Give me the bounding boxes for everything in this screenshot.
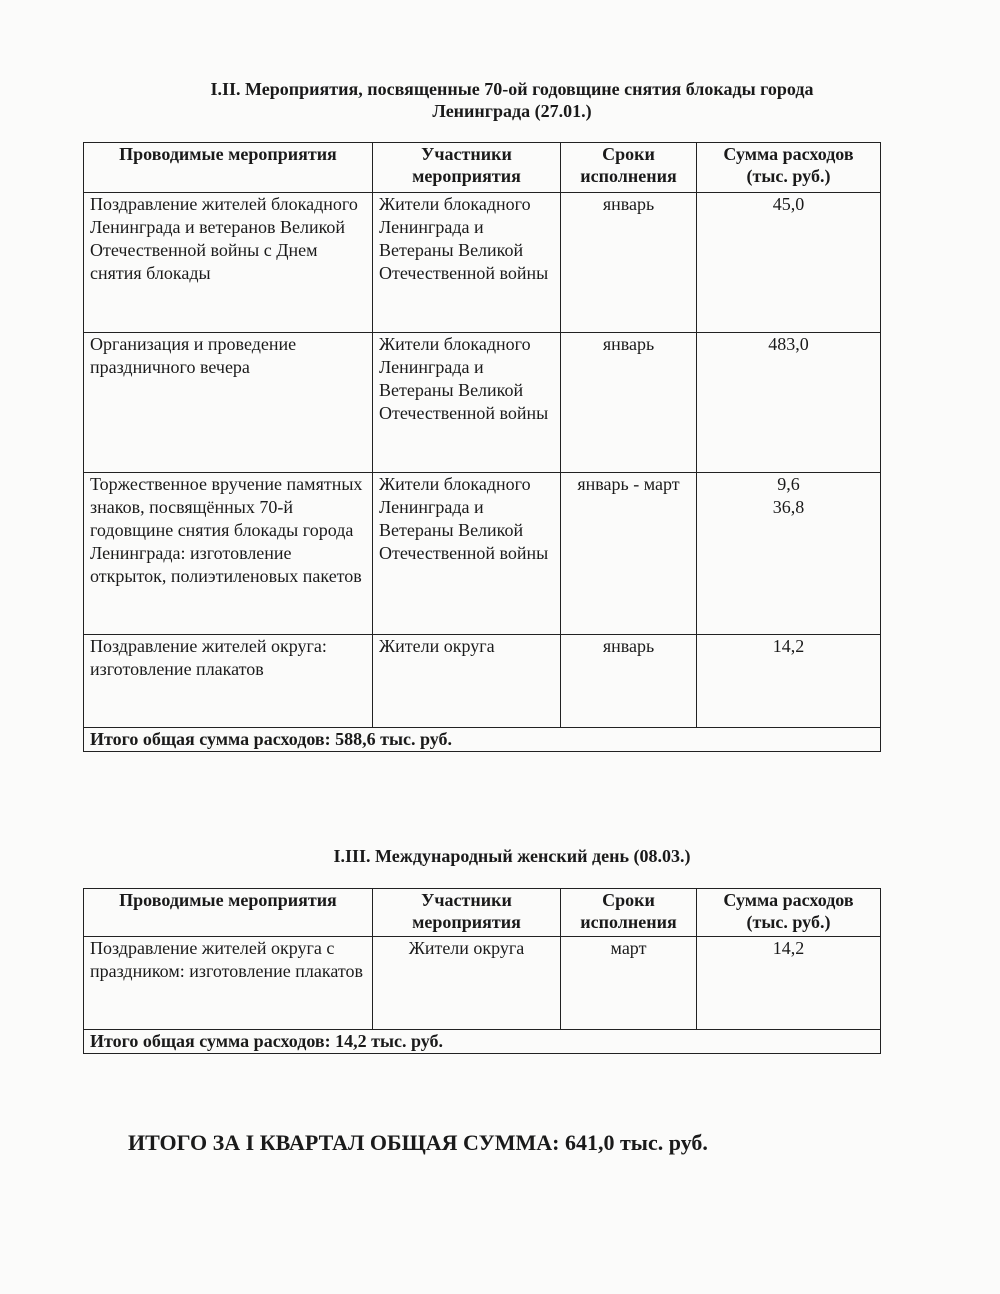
table-row xyxy=(84,473,881,635)
total-row xyxy=(84,728,881,752)
cell-activity: Торжественное вручение памятных знаков, посвящённых 70-й годовщине снятия блокады города Ленинграда: изготовление открыток, полиэтиленовых пакетов xyxy=(84,473,373,635)
cell-sum: 14,2 xyxy=(697,937,881,1030)
cell-participants: Жители блокадного Ленинграда и Ветераны Великой Отечественной войны xyxy=(373,193,561,333)
cell-activity: Поздравление жителей округа с праздником: изготовление плакатов xyxy=(84,937,373,1030)
header-row xyxy=(84,889,881,937)
section1-title-line2: Ленинграда (27.01.) xyxy=(432,101,592,121)
table-row xyxy=(84,333,881,473)
cell-participants: Жители округа xyxy=(373,635,561,728)
cell-participants: Жители блокадного Ленинграда и Ветераны Великой Отечественной войны xyxy=(373,473,561,635)
cell-sum xyxy=(697,473,881,635)
header-sum: Сумма расходов (тыс. руб.) xyxy=(697,143,881,193)
cell-term: март xyxy=(561,937,697,1030)
cell-term: январь xyxy=(561,193,697,333)
cell-participants: Жители блокадного Ленинграда и Ветераны Великой Отечественной войны xyxy=(373,333,561,473)
cell-activity: Поздравление жителей блокадного Ленинграда и ветеранов Великой Отечественной войны с Днем снятия блокады xyxy=(84,193,373,333)
header-row xyxy=(84,143,881,193)
grand-total: ИТОГО ЗА I КВАРТАЛ ОБЩАЯ СУММА: 641,0 тыс. руб. xyxy=(128,1130,708,1155)
header-sum: Сумма расходов (тыс. руб.) xyxy=(697,889,881,937)
cell-sum: 483,0 xyxy=(697,333,881,473)
header-term: Сроки исполнения xyxy=(561,889,697,937)
header-participants: Участники мероприятия xyxy=(373,889,561,937)
cell-term: январь - март xyxy=(561,473,697,635)
header-activity: Проводимые мероприятия xyxy=(84,889,373,937)
cell-sum: 14,2 xyxy=(697,635,881,728)
header-term: Сроки исполнения xyxy=(561,143,697,193)
header-activity: Проводимые мероприятия xyxy=(84,143,373,193)
total-row xyxy=(84,1030,881,1054)
section2-table xyxy=(83,888,881,1054)
cell-sum: 45,0 xyxy=(697,193,881,333)
section1-title-line1: I.II. Мероприятия, посвященные 70-ой годовщине снятия блокады города xyxy=(210,79,814,99)
table-row xyxy=(84,193,881,333)
cell-participants: Жители округа xyxy=(373,937,561,1030)
cell-sum-value: 36,8 xyxy=(772,497,805,517)
cell-sum-value: 9,6 xyxy=(777,474,800,494)
section2-title: I.III. Международный женский день (08.03.) xyxy=(333,846,691,866)
section1-title xyxy=(0,78,1000,122)
cell-activity: Поздравление жителей округа: изготовление плакатов xyxy=(84,635,373,728)
section1-table xyxy=(83,142,881,752)
table-row xyxy=(84,937,881,1030)
header-participants: Участники мероприятия xyxy=(373,143,561,193)
cell-term: январь xyxy=(561,333,697,473)
section2-total: Итого общая сумма расходов: 14,2 тыс. руб. xyxy=(84,1030,881,1054)
cell-term: январь xyxy=(561,635,697,728)
section1-total: Итого общая сумма расходов: 588,6 тыс. руб. xyxy=(84,728,881,752)
cell-activity: Организация и проведение праздничного вечера xyxy=(84,333,373,473)
table-row xyxy=(84,635,881,728)
